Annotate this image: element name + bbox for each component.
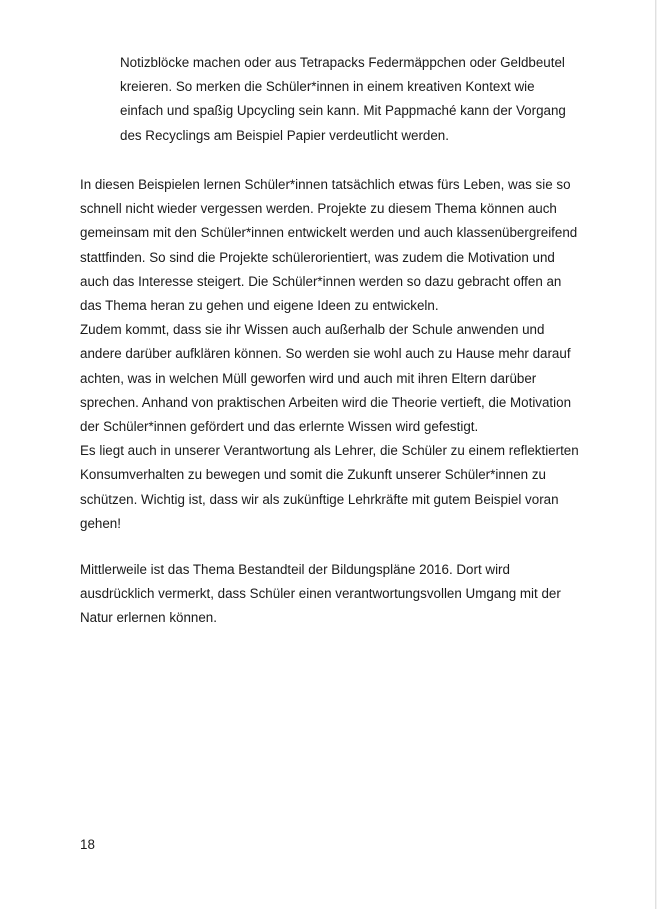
text-line: das Thema heran zu gehen und eigene Ideen zu entwickeln. bbox=[80, 298, 439, 314]
text-line: Mittlerweile ist das Thema Bestandteil der Bildungspläne 2016. Dort wird bbox=[80, 562, 510, 577]
body-paragraph-2 bbox=[80, 558, 561, 631]
page-number: 18 bbox=[80, 837, 95, 852]
text-line: sprechen. Anhand von praktischen Arbeiten wird die Theorie vertieft, die Motivation bbox=[80, 394, 572, 410]
text-line: auch das Interesse steigert. Die Schüler*innen werden so dazu gebracht offen an bbox=[80, 273, 562, 289]
indented-paragraph bbox=[120, 51, 566, 148]
text-line: schnell nicht wieder vergessen werden. Projekte zu diesem Thema können auch bbox=[80, 201, 557, 217]
text-line: des Recyclings am Beispiel Papier verdeutlicht werden. bbox=[120, 127, 449, 143]
text-line: In diesen Beispielen lernen Schüler*innen tatsächlich etwas fürs Leben, was sie so bbox=[80, 177, 571, 192]
text-line: Notizblöcke machen oder aus Tetrapacks Federmäppchen oder Geldbeutel bbox=[120, 55, 565, 70]
text-line: stattfinden. So sind die Projekte schülerorientiert, was zudem die Motivation und bbox=[80, 249, 555, 265]
text-line: kreieren. So merken die Schüler*innen in einem kreativen Kontext wie bbox=[120, 79, 535, 95]
text-line: gehen! bbox=[80, 515, 121, 531]
text-line: schützen. Wichtig ist, dass wir als zukünftige Lehrkräfte mit gutem Beispiel voran bbox=[80, 491, 559, 507]
text-line: ausdrücklich vermerkt, dass Schüler einen verantwortungsvollen Umgang mit der bbox=[80, 586, 561, 602]
body-paragraph-1 bbox=[80, 173, 579, 536]
page-edge-shadow bbox=[655, 0, 663, 909]
text-line: andere darüber aufklären können. So werden sie wohl auch zu Hause mehr darauf bbox=[80, 346, 571, 362]
text-line: Zudem kommt, dass sie ihr Wissen auch außerhalb der Schule anwenden und bbox=[80, 322, 545, 338]
text-line: achten, was in welchen Müll geworfen wird und auch mit ihren Eltern darüber bbox=[80, 370, 537, 386]
text-line: einfach und spaßig Upcycling sein kann. Mit Pappmaché kann der Vorgang bbox=[120, 103, 566, 119]
text-line: gemeinsam mit den Schüler*innen entwickelt werden und auch klassenübergreifend bbox=[80, 225, 578, 241]
text-line: der Schüler*innen gefördert und das erlernte Wissen wird gefestigt. bbox=[80, 419, 479, 435]
text-line: Es liegt auch in unserer Verantwortung als Lehrer, die Schüler zu einem reflektierten bbox=[80, 443, 579, 459]
text-line: Konsumverhalten zu bewegen und somit die Zukunft unserer Schüler*innen zu bbox=[80, 467, 546, 483]
text-line: Natur erlernen können. bbox=[80, 610, 217, 626]
